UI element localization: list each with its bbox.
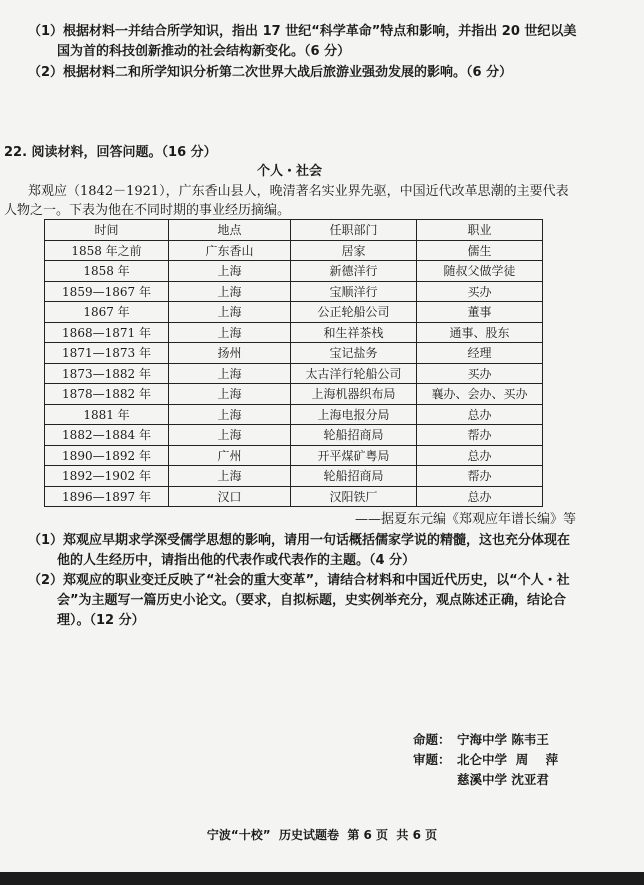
cell-department: 和生祥茶栈 <box>291 322 417 343</box>
table-row <box>45 281 543 302</box>
cell-place: 上海 <box>169 466 291 487</box>
q21-sub1-line2: 国为首的科技创新推动的社会结构新变化。（6 分） <box>57 44 351 59</box>
proposition-row <box>413 730 558 750</box>
q21-sub1-line1: （1）根据材料一并结合所学知识，指出 17 世纪“科学革命”特点和影响，并指出 20 世纪以美 <box>28 24 577 39</box>
cell-department: 居家 <box>291 240 417 261</box>
header-department: 任职部门 <box>291 220 417 241</box>
cell-time: 1873—1882 年 <box>45 363 169 384</box>
cell-department: 轮船招商局 <box>291 466 417 487</box>
cell-occupation: 总办 <box>417 445 543 466</box>
cell-place: 上海 <box>169 425 291 446</box>
cell-occupation: 帮办 <box>417 466 543 487</box>
cell-place: 上海 <box>169 281 291 302</box>
q22-intro-line2: 人物之一。下表为他在不同时期的事业经历摘编。 <box>4 203 291 218</box>
cell-time: 1858 年之前 <box>45 240 169 261</box>
cell-department: 宝记盐务 <box>291 343 417 364</box>
cell-department: 开平煤矿粤局 <box>291 445 417 466</box>
q22-intro-line1: 郑观应（1842－1921），广东香山县人，晚清著名实业界先驱，中国近代改革思潮的主要代表 <box>28 184 569 199</box>
table-row <box>45 363 543 384</box>
cell-occupation: 董事 <box>417 302 543 323</box>
review-value-2: 慈溪中学 沈亚君 <box>457 772 549 787</box>
cell-department: 上海机器织布局 <box>291 384 417 405</box>
cell-department: 太古洋行轮船公司 <box>291 363 417 384</box>
cell-time: 1859—1867 年 <box>45 281 169 302</box>
table-row <box>45 261 543 282</box>
scan-bottom-edge <box>0 872 644 885</box>
cell-time: 1890—1892 年 <box>45 445 169 466</box>
table-row <box>45 466 543 487</box>
cell-place: 上海 <box>169 322 291 343</box>
cell-department: 宝顺洋行 <box>291 281 417 302</box>
cell-time: 1868—1871 年 <box>45 322 169 343</box>
table-row <box>45 302 543 323</box>
cell-occupation: 买办 <box>417 281 543 302</box>
signers-block <box>413 730 558 790</box>
cell-occupation: 襄办、会办、买办 <box>417 384 543 405</box>
cell-place: 上海 <box>169 384 291 405</box>
cell-occupation: 通事、股东 <box>417 322 543 343</box>
table-source: ——据夏东元编《郑观应年谱长编》等 <box>355 512 577 527</box>
q22-material-title: 个人・社会 <box>257 164 323 179</box>
cell-place: 上海 <box>169 404 291 425</box>
page-footer: 宁波“十校” 历史试题卷 第 6 页 共 6 页 <box>206 828 438 842</box>
table-row <box>45 322 543 343</box>
header-place: 地点 <box>169 220 291 241</box>
table-row <box>45 445 543 466</box>
cell-place: 上海 <box>169 302 291 323</box>
cell-department: 汉阳铁厂 <box>291 486 417 507</box>
q22-sub2-line1: （2）郑观应的职业变迁反映了“社会的重大变革”，请结合材料和中国近代历史，以“个人・社 <box>28 573 570 588</box>
proposition-value: 宁海中学 陈韦王 <box>457 732 549 747</box>
q22-heading: 22. 阅读材料，回答问题。（16 分） <box>4 145 217 160</box>
cell-place: 汉口 <box>169 486 291 507</box>
cell-department: 轮船招商局 <box>291 425 417 446</box>
header-time: 时间 <box>45 220 169 241</box>
cell-occupation: 儒生 <box>417 240 543 261</box>
cell-place: 上海 <box>169 363 291 384</box>
q22-sub1-line1: （1）郑观应早期求学深受儒学思想的影响，请用一句话概括儒家学说的精髓，这也充分体现在 <box>28 533 571 548</box>
career-table <box>44 219 543 507</box>
cell-department: 公正轮船公司 <box>291 302 417 323</box>
q22-sub1-line2: 他的人生经历中，请指出他的代表作或代表作的主题。（4 分） <box>57 553 416 568</box>
cell-place: 广州 <box>169 445 291 466</box>
cell-department: 上海电报分局 <box>291 404 417 425</box>
cell-time: 1882—1884 年 <box>45 425 169 446</box>
cell-place: 广东香山 <box>169 240 291 261</box>
q22-sub2-line3: 理）。（12 分） <box>57 613 145 628</box>
proposition-label: 命题： <box>413 732 451 747</box>
table-row <box>45 384 543 405</box>
table-row <box>45 486 543 507</box>
cell-occupation: 经理 <box>417 343 543 364</box>
table-row <box>45 343 543 364</box>
q22-sub2-line2: 会”为主题写一篇历史小论文。（要求，自拟标题，史实例举充分，观点陈述正确，结论合 <box>57 593 567 608</box>
cell-occupation: 买办 <box>417 363 543 384</box>
cell-time: 1858 年 <box>45 261 169 282</box>
review-label: 审题： <box>413 752 451 767</box>
cell-occupation: 总办 <box>417 486 543 507</box>
table-row <box>45 240 543 261</box>
review-row-2 <box>413 770 558 790</box>
cell-time: 1878—1882 年 <box>45 384 169 405</box>
cell-time: 1896—1897 年 <box>45 486 169 507</box>
cell-occupation: 总办 <box>417 404 543 425</box>
cell-time: 1892—1902 年 <box>45 466 169 487</box>
cell-place: 扬州 <box>169 343 291 364</box>
review-value-1: 北仑中学 周 萍 <box>457 752 559 767</box>
cell-occupation: 帮办 <box>417 425 543 446</box>
header-occupation: 职业 <box>417 220 543 241</box>
cell-place: 上海 <box>169 261 291 282</box>
cell-time: 1867 年 <box>45 302 169 323</box>
cell-occupation: 随叔父做学徒 <box>417 261 543 282</box>
table-header-row <box>45 220 543 241</box>
review-row <box>413 750 558 770</box>
q21-sub2: （2）根据材料二和所学知识分析第二次世界大战后旅游业强劲发展的影响。（6 分） <box>28 65 513 80</box>
table-row <box>45 425 543 446</box>
cell-time: 1871—1873 年 <box>45 343 169 364</box>
cell-department: 新德洋行 <box>291 261 417 282</box>
cell-time: 1881 年 <box>45 404 169 425</box>
table-row <box>45 404 543 425</box>
